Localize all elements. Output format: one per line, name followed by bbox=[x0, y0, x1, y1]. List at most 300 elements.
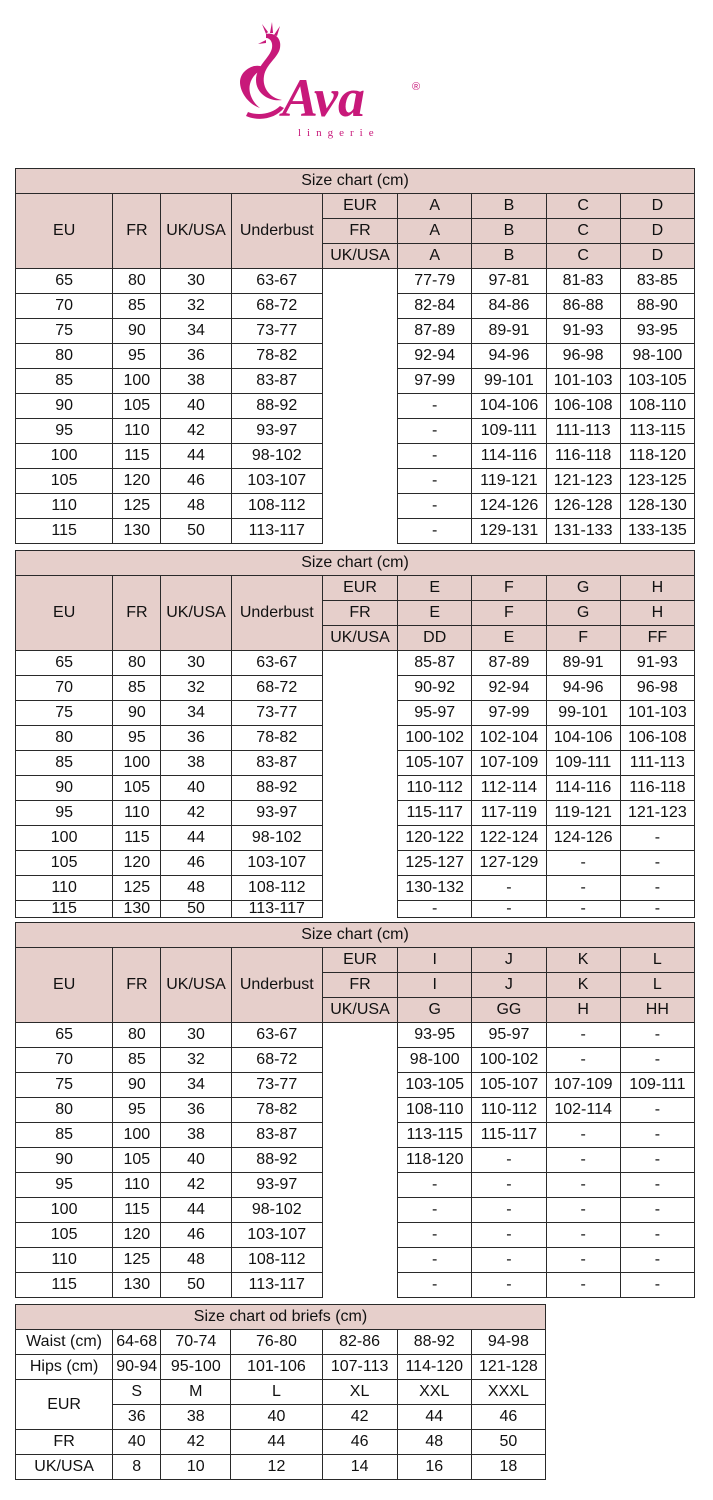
blank bbox=[322, 469, 397, 494]
fr-size: 48 bbox=[397, 1430, 471, 1455]
table-row bbox=[16, 369, 695, 394]
fr-size: 105 bbox=[113, 394, 161, 419]
cup-uk: DD bbox=[398, 626, 472, 651]
table-row bbox=[16, 776, 695, 801]
underbust-range: 88-92 bbox=[231, 776, 322, 801]
eu-size: 80 bbox=[16, 344, 113, 369]
blank bbox=[322, 1098, 397, 1123]
cup-2-range: - bbox=[472, 1273, 546, 1298]
cup-1-range: 92-94 bbox=[398, 344, 472, 369]
header-ukusa: UK/USA bbox=[161, 948, 231, 1023]
eu-size: 90 bbox=[16, 776, 113, 801]
header-eur: EUR bbox=[322, 194, 397, 219]
underbust-range: 98-102 bbox=[231, 826, 322, 851]
underbust-range: 103-107 bbox=[231, 1223, 322, 1248]
cup-4-range: 93-95 bbox=[620, 319, 694, 344]
size-chart-cups-i-l bbox=[15, 922, 695, 1298]
header-eur: EUR bbox=[322, 948, 397, 973]
cup-1-range: 113-115 bbox=[398, 1123, 472, 1148]
blank bbox=[322, 901, 397, 918]
underbust-range: 113-117 bbox=[231, 1273, 322, 1298]
underbust-range: 63-67 bbox=[231, 1023, 322, 1048]
table-row bbox=[16, 1273, 695, 1298]
cup-3-range: 91-93 bbox=[546, 319, 620, 344]
ukusa-size: 32 bbox=[161, 676, 231, 701]
cup-eur: G bbox=[546, 576, 620, 601]
cup-1-range: 120-122 bbox=[398, 826, 472, 851]
cup-2-range: 95-97 bbox=[472, 1023, 546, 1048]
eu-size: 70 bbox=[16, 294, 113, 319]
fr-size: 115 bbox=[113, 1198, 161, 1223]
cup-3-range: - bbox=[546, 901, 620, 918]
cup-eur: E bbox=[398, 576, 472, 601]
waist-label: Waist (cm) bbox=[16, 1330, 113, 1355]
blank bbox=[322, 676, 397, 701]
cup-2-range: 107-109 bbox=[472, 751, 546, 776]
cup-3-range: 116-118 bbox=[546, 444, 620, 469]
eur-letter-size: XL bbox=[322, 1380, 397, 1405]
cup-1-range: 97-99 bbox=[398, 369, 472, 394]
eu-size: 110 bbox=[16, 1248, 113, 1273]
cup-2-range: - bbox=[472, 1223, 546, 1248]
header-fr: FR bbox=[113, 194, 161, 269]
cup-3-range: - bbox=[546, 1198, 620, 1223]
cup-2-range: 94-96 bbox=[472, 344, 546, 369]
cup-1-range: - bbox=[398, 444, 472, 469]
waist-value: 64-68 bbox=[113, 1330, 161, 1355]
cup-3-range: 107-109 bbox=[546, 1073, 620, 1098]
cup-1-range: - bbox=[398, 1248, 472, 1273]
cup-1-range: 90-92 bbox=[398, 676, 472, 701]
hips-value: 121-128 bbox=[471, 1355, 545, 1380]
fr-size: 90 bbox=[113, 1073, 161, 1098]
table-row bbox=[16, 494, 695, 519]
blank bbox=[322, 1223, 397, 1248]
underbust-range: 93-97 bbox=[231, 419, 322, 444]
waist-value: 94-98 bbox=[471, 1330, 545, 1355]
cup-eur: J bbox=[472, 948, 546, 973]
cup-1-range: 77-79 bbox=[398, 269, 472, 294]
cup-2-range: 102-104 bbox=[472, 726, 546, 751]
fr-size: 100 bbox=[113, 751, 161, 776]
cup-1-range: - bbox=[398, 419, 472, 444]
cup-2-range: 105-107 bbox=[472, 1073, 546, 1098]
header-ukusa-cup: UK/USA bbox=[322, 244, 397, 269]
fr-size: 50 bbox=[471, 1430, 545, 1455]
underbust-range: 88-92 bbox=[231, 1148, 322, 1173]
cup-2-range: - bbox=[472, 1198, 546, 1223]
ukusa-size: 42 bbox=[161, 801, 231, 826]
cup-1-range: 85-87 bbox=[398, 651, 472, 676]
cup-3-range: 99-101 bbox=[546, 701, 620, 726]
cup-1-range: 100-102 bbox=[398, 726, 472, 751]
header-eu: EU bbox=[16, 948, 113, 1023]
table-row bbox=[16, 701, 695, 726]
table-row bbox=[16, 851, 695, 876]
underbust-range: 73-77 bbox=[231, 319, 322, 344]
ukusa-size: 34 bbox=[161, 1073, 231, 1098]
cup-eur: A bbox=[398, 194, 472, 219]
cup-uk: H bbox=[546, 998, 620, 1023]
underbust-range: 103-107 bbox=[231, 469, 322, 494]
underbust-range: 98-102 bbox=[231, 444, 322, 469]
cup-3-range: - bbox=[546, 876, 620, 901]
ukusa-size: 30 bbox=[161, 269, 231, 294]
table-row bbox=[16, 826, 695, 851]
fr-size: 80 bbox=[113, 651, 161, 676]
blank bbox=[322, 851, 397, 876]
header-ukusa-cup: UK/USA bbox=[322, 998, 397, 1023]
blank bbox=[322, 876, 397, 901]
eu-size: 100 bbox=[16, 1198, 113, 1223]
table-row bbox=[16, 294, 695, 319]
cup-eur: B bbox=[472, 194, 546, 219]
eur-number-size: 36 bbox=[113, 1405, 161, 1430]
cup-2-range: 109-111 bbox=[472, 419, 546, 444]
cup-1-range: 82-84 bbox=[398, 294, 472, 319]
underbust-range: 73-77 bbox=[231, 701, 322, 726]
cup-uk: C bbox=[546, 244, 620, 269]
ukusa-size: 42 bbox=[161, 419, 231, 444]
cup-2-range: 129-131 bbox=[472, 519, 546, 544]
cup-3-range: 94-96 bbox=[546, 676, 620, 701]
cup-2-range: 97-81 bbox=[472, 269, 546, 294]
cup-3-range: 109-111 bbox=[546, 751, 620, 776]
underbust-range: 63-67 bbox=[231, 651, 322, 676]
header-eu: EU bbox=[16, 576, 113, 651]
fr-size: 95 bbox=[113, 1098, 161, 1123]
cup-3-range: - bbox=[546, 851, 620, 876]
ukusa-size: 14 bbox=[322, 1455, 397, 1480]
cup-4-range: 123-125 bbox=[620, 469, 694, 494]
cup-4-range: - bbox=[620, 876, 694, 901]
fr-size: 90 bbox=[113, 319, 161, 344]
cup-4-range: 103-105 bbox=[620, 369, 694, 394]
blank bbox=[322, 1123, 397, 1148]
table-row bbox=[16, 319, 695, 344]
cup-eur: H bbox=[620, 576, 694, 601]
eu-size: 100 bbox=[16, 826, 113, 851]
header-eu: EU bbox=[16, 194, 113, 269]
table-row bbox=[16, 726, 695, 751]
cup-1-range: - bbox=[398, 519, 472, 544]
ukusa-size: 50 bbox=[161, 519, 231, 544]
eu-size: 85 bbox=[16, 1123, 113, 1148]
eu-size: 75 bbox=[16, 319, 113, 344]
table-row bbox=[16, 519, 695, 544]
cup-uk: GG bbox=[472, 998, 546, 1023]
cup-eur: L bbox=[620, 948, 694, 973]
fr-size: 90 bbox=[113, 701, 161, 726]
cup-3-range: 89-91 bbox=[546, 651, 620, 676]
ukusa-size: 46 bbox=[161, 851, 231, 876]
cup-3-range: 101-103 bbox=[546, 369, 620, 394]
fr-size: 105 bbox=[113, 1148, 161, 1173]
cup-1-range: 95-97 bbox=[398, 701, 472, 726]
ukusa-size: 36 bbox=[161, 344, 231, 369]
ukusa-size: 50 bbox=[161, 901, 231, 918]
cup-2-range: - bbox=[472, 901, 546, 918]
blank bbox=[322, 1048, 397, 1073]
cup-eur: D bbox=[620, 194, 694, 219]
header-fr-cup: FR bbox=[322, 219, 397, 244]
fr-size: 125 bbox=[113, 876, 161, 901]
cup-3-range: 111-113 bbox=[546, 419, 620, 444]
header-fr: FR bbox=[113, 948, 161, 1023]
cup-4-range: - bbox=[620, 1173, 694, 1198]
header-fr-cup: FR bbox=[322, 601, 397, 626]
waist-value: 88-92 bbox=[397, 1330, 471, 1355]
blank bbox=[322, 1173, 397, 1198]
underbust-range: 103-107 bbox=[231, 851, 322, 876]
ukusa-size: 38 bbox=[161, 751, 231, 776]
cup-1-range: - bbox=[398, 394, 472, 419]
cup-4-range: - bbox=[620, 1223, 694, 1248]
table-row bbox=[16, 1123, 695, 1148]
blank bbox=[322, 269, 397, 294]
fr-size: 105 bbox=[113, 776, 161, 801]
fr-size: 46 bbox=[322, 1430, 397, 1455]
blank bbox=[322, 494, 397, 519]
cup-eur: C bbox=[546, 194, 620, 219]
eur-letter-size: XXXL bbox=[471, 1380, 545, 1405]
cup-2-range: 87-89 bbox=[472, 651, 546, 676]
chart-title: Size chart (cm) bbox=[16, 923, 695, 948]
fr-size: 120 bbox=[113, 851, 161, 876]
eur-letter-size: S bbox=[113, 1380, 161, 1405]
cup-uk: FF bbox=[620, 626, 694, 651]
underbust-range: 78-82 bbox=[231, 1098, 322, 1123]
cup-3-range: - bbox=[546, 1048, 620, 1073]
cup-2-range: 89-91 bbox=[472, 319, 546, 344]
blank bbox=[322, 444, 397, 469]
table-row bbox=[16, 344, 695, 369]
ukusa-size: 34 bbox=[161, 701, 231, 726]
eu-size: 75 bbox=[16, 701, 113, 726]
cup-4-range: 98-100 bbox=[620, 344, 694, 369]
cup-4-range: - bbox=[620, 1273, 694, 1298]
eu-size: 80 bbox=[16, 1098, 113, 1123]
table-row bbox=[16, 269, 695, 294]
blank bbox=[322, 519, 397, 544]
ukusa-size: 38 bbox=[161, 369, 231, 394]
hips-label: Hips (cm) bbox=[16, 1355, 113, 1380]
header-fr: FR bbox=[113, 576, 161, 651]
eu-size: 105 bbox=[16, 469, 113, 494]
underbust-range: 108-112 bbox=[231, 494, 322, 519]
briefs-title: Size chart od briefs (cm) bbox=[16, 1305, 546, 1330]
ukusa-size: 48 bbox=[161, 494, 231, 519]
table-row bbox=[16, 1173, 695, 1198]
cup-4-range: 113-115 bbox=[620, 419, 694, 444]
fr-size: 95 bbox=[113, 726, 161, 751]
blank bbox=[322, 1023, 397, 1048]
cup-1-range: 118-120 bbox=[398, 1148, 472, 1173]
table-row bbox=[16, 651, 695, 676]
cup-3-range: 86-88 bbox=[546, 294, 620, 319]
cup-4-range: - bbox=[620, 1148, 694, 1173]
cup-fr: D bbox=[620, 219, 694, 244]
logo-sub-text: lingerie bbox=[298, 127, 380, 139]
table-row bbox=[16, 1198, 695, 1223]
cup-1-range: - bbox=[398, 901, 472, 918]
blank bbox=[322, 294, 397, 319]
cup-uk: E bbox=[472, 626, 546, 651]
fr-size: 130 bbox=[113, 519, 161, 544]
cup-3-range: - bbox=[546, 1273, 620, 1298]
cup-2-range: 100-102 bbox=[472, 1048, 546, 1073]
ukusa-size: 18 bbox=[471, 1455, 545, 1480]
cup-1-range: 87-89 bbox=[398, 319, 472, 344]
cup-3-range: 96-98 bbox=[546, 344, 620, 369]
header-fr-cup: FR bbox=[322, 973, 397, 998]
cup-1-range: - bbox=[398, 1273, 472, 1298]
cup-3-range: 106-108 bbox=[546, 394, 620, 419]
ukusa-size: 32 bbox=[161, 294, 231, 319]
eur-number-size: 40 bbox=[231, 1405, 322, 1430]
blank bbox=[322, 751, 397, 776]
cup-uk: A bbox=[398, 244, 472, 269]
ukusa-size: 12 bbox=[231, 1455, 322, 1480]
chart-title: Size chart (cm) bbox=[16, 169, 695, 194]
ukusa-size: 44 bbox=[161, 444, 231, 469]
cup-4-range: - bbox=[620, 1123, 694, 1148]
fr-size: 100 bbox=[113, 369, 161, 394]
fr-size: 85 bbox=[113, 1048, 161, 1073]
fr-size: 80 bbox=[113, 1023, 161, 1048]
cup-1-range: - bbox=[398, 1223, 472, 1248]
underbust-range: 113-117 bbox=[231, 519, 322, 544]
cup-4-range: 108-110 bbox=[620, 394, 694, 419]
ukusa-size: 50 bbox=[161, 1273, 231, 1298]
ukusa-size: 46 bbox=[161, 469, 231, 494]
cup-2-range: 112-114 bbox=[472, 776, 546, 801]
cup-1-range: - bbox=[398, 1173, 472, 1198]
eur-number-size: 38 bbox=[161, 1405, 231, 1430]
cup-4-range: - bbox=[620, 1048, 694, 1073]
cup-uk: HH bbox=[620, 998, 694, 1023]
ukusa-size: 36 bbox=[161, 726, 231, 751]
eu-size: 95 bbox=[16, 419, 113, 444]
waist-value: 82-86 bbox=[322, 1330, 397, 1355]
cup-1-range: - bbox=[398, 494, 472, 519]
blank bbox=[322, 1148, 397, 1173]
ukusa-size: 44 bbox=[161, 1198, 231, 1223]
underbust-range: 68-72 bbox=[231, 676, 322, 701]
table-row bbox=[16, 751, 695, 776]
fr-size: 85 bbox=[113, 676, 161, 701]
underbust-range: 78-82 bbox=[231, 726, 322, 751]
eu-size: 65 bbox=[16, 269, 113, 294]
blank bbox=[322, 701, 397, 726]
table-row bbox=[16, 444, 695, 469]
table-row bbox=[16, 1148, 695, 1173]
cup-fr: C bbox=[546, 219, 620, 244]
ukusa-size: 44 bbox=[161, 826, 231, 851]
cup-3-range: - bbox=[546, 1248, 620, 1273]
underbust-range: 108-112 bbox=[231, 1248, 322, 1273]
cup-fr: J bbox=[472, 973, 546, 998]
cup-uk: G bbox=[398, 998, 472, 1023]
table-row bbox=[16, 469, 695, 494]
header-underbust: Underbust bbox=[231, 194, 322, 269]
header-ukusa: UK/USA bbox=[161, 194, 231, 269]
cup-4-range: - bbox=[620, 1098, 694, 1123]
cup-2-range: 117-119 bbox=[472, 801, 546, 826]
eu-size: 115 bbox=[16, 519, 113, 544]
cup-2-range: 104-106 bbox=[472, 394, 546, 419]
eu-size: 70 bbox=[16, 676, 113, 701]
size-chart-cups-e-h bbox=[15, 550, 695, 918]
ukusa-size: 10 bbox=[161, 1455, 231, 1480]
fr-size: 125 bbox=[113, 1248, 161, 1273]
eur-number-size: 46 bbox=[471, 1405, 545, 1430]
underbust-range: 88-92 bbox=[231, 394, 322, 419]
ukusa-size: 40 bbox=[161, 394, 231, 419]
cup-2-range: 92-94 bbox=[472, 676, 546, 701]
cup-1-range: 110-112 bbox=[398, 776, 472, 801]
cup-3-range: 131-133 bbox=[546, 519, 620, 544]
cup-2-range: 110-112 bbox=[472, 1098, 546, 1123]
blank bbox=[322, 826, 397, 851]
underbust-range: 73-77 bbox=[231, 1073, 322, 1098]
table-row bbox=[16, 676, 695, 701]
table-row bbox=[16, 1098, 695, 1123]
cup-2-range: 122-124 bbox=[472, 826, 546, 851]
cup-eur: K bbox=[546, 948, 620, 973]
logo-registered-mark: ® bbox=[412, 81, 421, 93]
cup-1-range: - bbox=[398, 1198, 472, 1223]
cup-2-range: 115-117 bbox=[472, 1123, 546, 1148]
cup-4-range: 109-111 bbox=[620, 1073, 694, 1098]
table-row bbox=[16, 1048, 695, 1073]
underbust-range: 93-97 bbox=[231, 1173, 322, 1198]
blank bbox=[322, 726, 397, 751]
hips-value: 107-113 bbox=[322, 1355, 397, 1380]
blank bbox=[322, 344, 397, 369]
cup-2-range: 97-99 bbox=[472, 701, 546, 726]
eu-size: 75 bbox=[16, 1073, 113, 1098]
cup-4-range: 121-123 bbox=[620, 801, 694, 826]
cup-2-range: 114-116 bbox=[472, 444, 546, 469]
cup-4-range: 118-120 bbox=[620, 444, 694, 469]
cup-4-range: 111-113 bbox=[620, 751, 694, 776]
ukusa-size: 8 bbox=[113, 1455, 161, 1480]
ukusa-size: 40 bbox=[161, 1148, 231, 1173]
underbust-range: 113-117 bbox=[231, 901, 322, 918]
fr-size: 120 bbox=[113, 469, 161, 494]
eu-size: 90 bbox=[16, 394, 113, 419]
eu-size: 95 bbox=[16, 801, 113, 826]
chart-title: Size chart (cm) bbox=[16, 551, 695, 576]
fr-size: 120 bbox=[113, 1223, 161, 1248]
fr-size: 80 bbox=[113, 269, 161, 294]
fr-size: 42 bbox=[161, 1430, 231, 1455]
cup-1-range: 130-132 bbox=[398, 876, 472, 901]
cup-1-range: 115-117 bbox=[398, 801, 472, 826]
eur-letter-size: L bbox=[231, 1380, 322, 1405]
cup-3-range: - bbox=[546, 1173, 620, 1198]
fr-size: 130 bbox=[113, 901, 161, 918]
ukusa-label: UK/USA bbox=[16, 1455, 113, 1480]
cup-fr: A bbox=[398, 219, 472, 244]
eu-size: 70 bbox=[16, 1048, 113, 1073]
cup-3-range: 104-106 bbox=[546, 726, 620, 751]
blank bbox=[322, 1248, 397, 1273]
cup-4-range: - bbox=[620, 1198, 694, 1223]
cup-fr: L bbox=[620, 973, 694, 998]
cup-eur: I bbox=[398, 948, 472, 973]
